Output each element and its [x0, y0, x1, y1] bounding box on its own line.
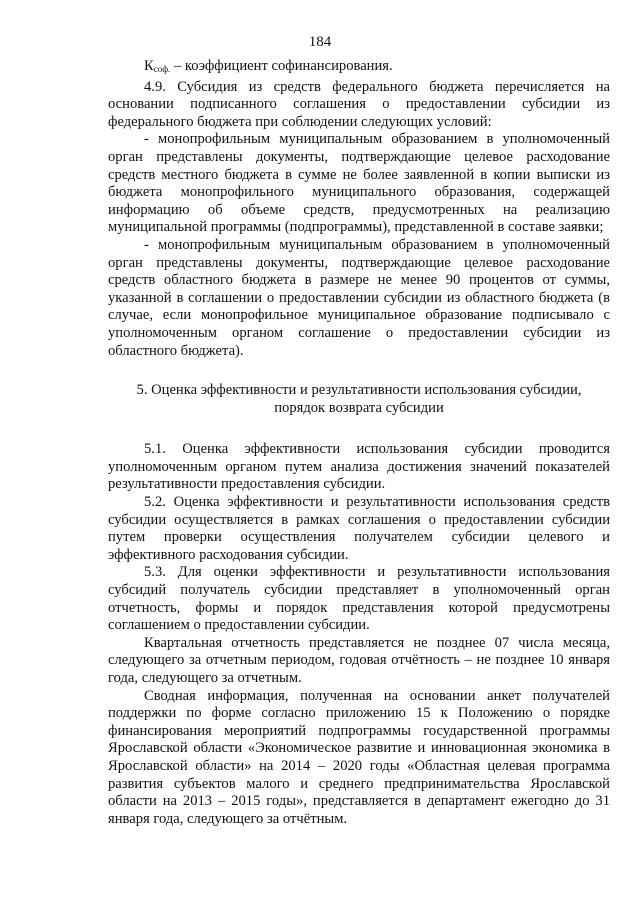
paragraph-5-3: 5.3. Для оценки эффективности и результативности использования субсидий получатель субсидии представляет в уполномоченный орган отчетность, формы и порядок представления которой предусмотрены соглашением о предоставлении субсидии.	[108, 564, 610, 634]
paragraph-quarterly-reporting: Квартальная отчетность представляется не позднее 07 числа месяца, следующего за отчетным периодом, годовая отчётность – не позднее 10 января года, следующего за отчетным.	[108, 634, 610, 686]
coefficient-text: – коэффициент софинансирования.	[170, 58, 393, 74]
page-number: 184	[308, 34, 332, 50]
section-5-heading-line-2: порядок возврата субсидии	[274, 399, 444, 416]
condition-local-budget: - монопрофильным муниципальным образованием в уполномоченный орган представлены документы, подтверждающие целевое расходование средств местного бюджета в сумме не более заявленной в копии выписки из бюджета монопрофильного муниципального образования, содержащей информацию об объеме средств, предусмотренных на реализацию муниципальной программы (подпрограммы), представленной в составе заявки;	[108, 131, 610, 236]
spacer	[108, 360, 610, 382]
document-body	[108, 58, 610, 828]
paragraph-5-1: 5.1. Оценка эффективности использования субсидии проводится уполномоченным органом путем анализа достижения значений показателей результативности предоставления субсидии.	[108, 441, 610, 493]
coefficient-definition	[108, 58, 610, 79]
paragraph-4-9: 4.9. Субсидия из средств федерального бюджета перечисляется на основании подписанного соглашения о предоставлении субсидии из федерального бюджета при соблюдении следующих условий:	[108, 78, 610, 130]
paragraph-5-2: 5.2. Оценка эффективности и результативности использования средств субсидии осуществляется в рамках соглашения о предоставлении субсидии путем проверки осуществления получателем субсидии целевого и эффективного расходования субсидии.	[108, 494, 610, 563]
condition-regional-budget: - монопрофильным муниципальным образованием в уполномоченный орган представлены документы, подтверждающие целевое расходование средств областного бюджета в размере не менее 90 процентов от суммы, указанной в соглашении о предоставлении субсидии из областного бюджета (в случае, если монопрофильное муниципальное образование подписывало с уполномоченным органом соглашение о предоставлении субсидии из областного бюджета).	[108, 236, 610, 359]
section-5-heading-line-1: 5. Оценка эффективности и результативности использования субсидии,	[136, 382, 582, 399]
coefficient-subscript: соф.	[153, 64, 171, 74]
coefficient-symbol: К	[144, 58, 154, 74]
paragraph-summary-information: Сводная информация, полученная на основании анкет получателей поддержки по форме согласно приложению 15 к Положению о порядке финансирования мероприятий подпрограммы государственной программы Ярославской области «Экономическое развитие и инновационная экономика в Ярославской области» на 2014 – 2020 годы «Областная целевая программа развития субъектов малого и среднего предпринимательства Ярославской области на 2013 – 2015 годы», представляется в департамент ежегодно до 31 января года, следующего за отчётным.	[108, 687, 610, 827]
spacer	[108, 417, 610, 441]
